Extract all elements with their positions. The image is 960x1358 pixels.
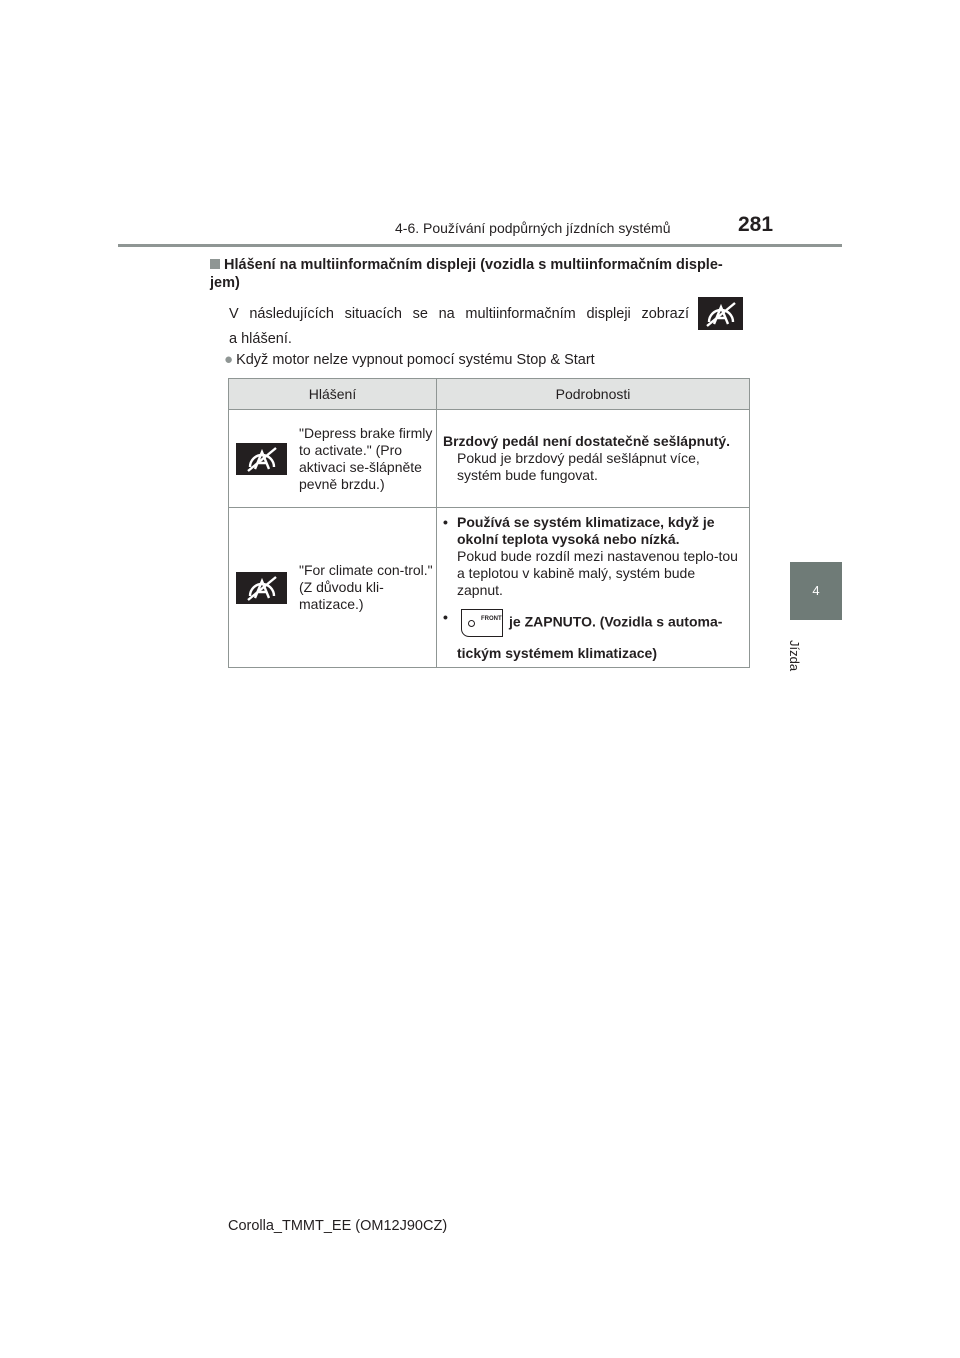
detail-bold: tickým systémem klimatizace)	[457, 644, 657, 661]
bullet-dot-icon: •	[443, 513, 448, 530]
messages-table	[228, 378, 750, 668]
stop-start-crossed-icon	[698, 297, 743, 330]
stop-start-crossed-icon	[236, 443, 287, 475]
detail-text: Pokud bude rozdíl mezi nastavenou teplo-tou a teplotou v kabině malý, systém bude zapnut.	[457, 547, 738, 598]
intro-line-2: a hlášení.	[229, 331, 292, 347]
detail-text: Pokud je brzdový pedál sešlápnut více, systém bude fungovat.	[457, 450, 700, 483]
intro-line-1: V následujících situacích se na multiinformačním displeji zobrazí	[229, 306, 689, 322]
table-cell-detail	[437, 508, 750, 668]
detail-bullet-2	[443, 609, 744, 662]
header-rule	[118, 244, 842, 247]
chapter-tab-number: 4	[812, 583, 820, 598]
detail-bold: Používá se systém klimatizace, když je okolní teplota vysoká nebo nízká.	[457, 513, 715, 547]
section-heading-text: Hlášení na multiinformačním displeji (vozidla s multiinformačním disple-jem)	[210, 257, 723, 291]
message-text: "Depress brake firmly to activate." (Pro aktivaci se-šlápněte pevně brzdu.)	[299, 424, 433, 492]
detail-bold: Brzdový pedál není dostatečně sešlápnutý.	[443, 433, 731, 449]
header-section-title: 4-6. Používání podpůrných jízdních systémů	[395, 220, 671, 236]
detail-bold: je ZAPNUTO. (Vozidla s automa-	[509, 613, 723, 630]
footer-doc-id: Corolla_TMMT_EE (OM12J90CZ)	[228, 1218, 448, 1234]
page-number: 281	[738, 213, 774, 236]
bullet-text: Když motor nelze vypnout pomocí systému Stop & Start	[236, 352, 595, 368]
table-cell-message	[229, 410, 437, 508]
table-cell-message	[229, 508, 437, 668]
chapter-tab	[790, 562, 842, 620]
table-row	[229, 410, 750, 508]
detail-bullet-1	[443, 514, 744, 599]
section-heading	[210, 256, 750, 292]
table-header-message: Hlášení	[229, 379, 437, 410]
bullet-dot-icon: •	[443, 608, 448, 625]
button-label: FRONT	[481, 615, 502, 622]
bullet-dot-icon: ●	[224, 351, 234, 368]
message-text: "For climate con-trol." (Z důvodu kli-matizace.)	[299, 562, 433, 612]
bullet-item	[224, 351, 595, 368]
stop-start-crossed-icon	[236, 572, 287, 604]
table-header-detail: Podrobnosti	[437, 379, 750, 410]
heading-square-icon	[210, 259, 220, 269]
table-cell-detail	[437, 410, 750, 508]
table-row	[229, 508, 750, 668]
chapter-label: Jízda	[787, 640, 802, 672]
front-defroster-button-icon	[461, 609, 503, 637]
